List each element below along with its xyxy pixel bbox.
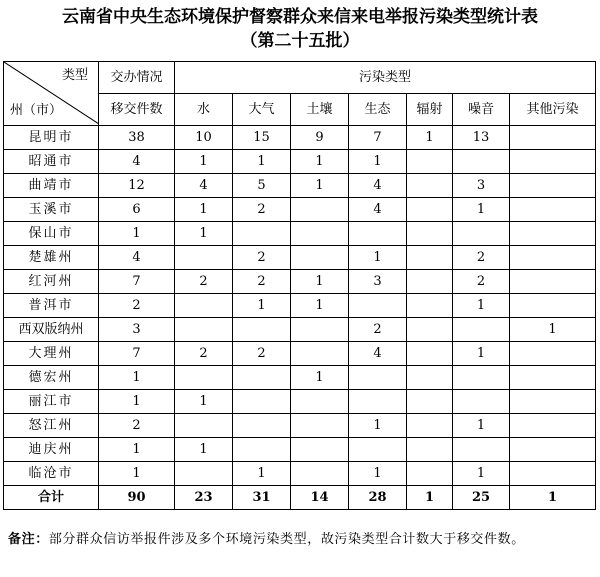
region-name-cell: 迪庆州	[4, 438, 99, 462]
table-row	[4, 150, 596, 174]
count-cell	[510, 294, 596, 318]
table-row	[4, 222, 596, 246]
count-cell	[349, 294, 407, 318]
region-name-cell: 德宏州	[4, 366, 99, 390]
count-cell: 12	[99, 174, 175, 198]
count-cell	[291, 198, 349, 222]
table-title: 云南省中央生态环境保护督察群众来信来电举报污染类型统计表	[62, 7, 538, 27]
count-cell: 1	[233, 462, 291, 486]
table-row	[4, 174, 596, 198]
count-cell: 1	[291, 366, 349, 390]
total-label: 合计	[4, 486, 99, 510]
corner-header-cell	[4, 62, 99, 126]
total-cell: 1	[510, 486, 596, 510]
table-row	[4, 246, 596, 270]
count-cell	[510, 270, 596, 294]
count-cell	[407, 150, 453, 174]
count-cell	[407, 222, 453, 246]
region-name-cell: 普洱市	[4, 294, 99, 318]
count-cell: 1	[349, 462, 407, 486]
count-cell	[407, 366, 453, 390]
count-cell: 4	[349, 198, 407, 222]
table-row	[4, 294, 596, 318]
count-cell: 4	[349, 174, 407, 198]
count-cell: 1	[453, 294, 510, 318]
count-cell: 1	[453, 462, 510, 486]
count-cell: 3	[99, 318, 175, 342]
count-cell	[453, 438, 510, 462]
footnote-label: 备注：	[8, 532, 49, 547]
corner-label-region: 州（市）	[10, 103, 63, 118]
count-cell	[453, 222, 510, 246]
column-header: 其他污染	[510, 94, 596, 126]
column-header: 噪音	[453, 94, 510, 126]
region-name-cell: 丽江市	[4, 390, 99, 414]
corner-label-type: 类型	[61, 68, 88, 83]
count-cell	[407, 198, 453, 222]
region-name-cell: 大理州	[4, 342, 99, 366]
count-cell	[407, 342, 453, 366]
count-cell	[510, 198, 596, 222]
count-cell	[407, 414, 453, 438]
count-cell: 1	[233, 150, 291, 174]
count-cell	[349, 438, 407, 462]
count-cell: 1	[99, 390, 175, 414]
count-cell: 2	[99, 414, 175, 438]
count-cell	[233, 222, 291, 246]
count-cell: 1	[291, 150, 349, 174]
count-cell: 1	[349, 414, 407, 438]
count-cell: 38	[99, 126, 175, 150]
total-cell: 90	[99, 486, 175, 510]
column-header: 移交件数	[99, 94, 175, 126]
count-cell	[453, 390, 510, 414]
count-cell: 2	[175, 270, 233, 294]
count-cell: 1	[349, 246, 407, 270]
count-cell	[175, 318, 233, 342]
table-row	[4, 462, 596, 486]
column-header: 大气	[233, 94, 291, 126]
count-cell	[510, 342, 596, 366]
count-cell: 1	[453, 198, 510, 222]
region-name-cell: 玉溪市	[4, 198, 99, 222]
count-cell: 1	[233, 294, 291, 318]
count-cell: 1	[453, 414, 510, 438]
count-cell	[291, 222, 349, 246]
count-cell: 1	[99, 462, 175, 486]
count-cell	[233, 390, 291, 414]
column-header: 土壤	[291, 94, 349, 126]
count-cell: 1	[99, 366, 175, 390]
count-cell	[291, 318, 349, 342]
total-cell: 28	[349, 486, 407, 510]
count-cell	[453, 318, 510, 342]
count-cell	[291, 438, 349, 462]
count-cell: 1	[99, 438, 175, 462]
count-cell: 4	[349, 342, 407, 366]
count-cell: 13	[453, 126, 510, 150]
count-cell: 1	[175, 438, 233, 462]
region-name-cell: 西双版纳州	[4, 318, 99, 342]
total-cell: 25	[453, 486, 510, 510]
total-cell: 23	[175, 486, 233, 510]
column-header: 辐射	[407, 94, 453, 126]
count-cell: 1	[291, 270, 349, 294]
footnote-text: 部分群众信访举报件涉及多个环境污染类型，故污染类型合计数大于移交件数。	[48, 532, 525, 547]
count-cell	[510, 366, 596, 390]
count-cell: 1	[175, 198, 233, 222]
count-cell	[349, 222, 407, 246]
count-cell: 2	[453, 270, 510, 294]
total-row	[4, 486, 596, 510]
count-cell: 1	[407, 126, 453, 150]
table-row	[4, 318, 596, 342]
table-row	[4, 366, 596, 390]
count-cell	[453, 150, 510, 174]
count-cell: 1	[291, 294, 349, 318]
region-name-cell: 昭通市	[4, 150, 99, 174]
count-cell: 2	[233, 246, 291, 270]
count-cell	[510, 174, 596, 198]
count-cell	[233, 318, 291, 342]
table-row	[4, 126, 596, 150]
count-cell	[510, 150, 596, 174]
count-cell	[233, 366, 291, 390]
count-cell: 7	[349, 126, 407, 150]
table-row	[4, 390, 596, 414]
count-cell	[407, 318, 453, 342]
region-name-cell: 保山市	[4, 222, 99, 246]
count-cell	[407, 246, 453, 270]
count-cell	[510, 390, 596, 414]
region-name-cell: 怒江州	[4, 414, 99, 438]
count-cell	[291, 390, 349, 414]
table-row	[4, 342, 596, 366]
count-cell: 5	[233, 174, 291, 198]
count-cell: 2	[233, 342, 291, 366]
region-name-cell: 楚雄州	[4, 246, 99, 270]
count-cell	[175, 294, 233, 318]
count-cell: 1	[453, 342, 510, 366]
region-name-cell: 昆明市	[4, 126, 99, 150]
count-cell: 1	[175, 390, 233, 414]
count-cell	[510, 222, 596, 246]
count-cell: 3	[349, 270, 407, 294]
count-cell: 15	[233, 126, 291, 150]
table-subtitle: （第二十五批）	[240, 31, 360, 51]
count-cell: 4	[175, 174, 233, 198]
count-cell: 2	[175, 342, 233, 366]
count-cell	[233, 414, 291, 438]
count-cell	[407, 294, 453, 318]
count-cell	[510, 414, 596, 438]
count-cell: 6	[99, 198, 175, 222]
column-header: 水	[175, 94, 233, 126]
count-cell: 3	[453, 174, 510, 198]
total-cell: 14	[291, 486, 349, 510]
total-cell: 1	[407, 486, 453, 510]
table-row	[4, 438, 596, 462]
count-cell: 2	[233, 198, 291, 222]
count-cell	[175, 366, 233, 390]
region-name-cell: 红河州	[4, 270, 99, 294]
count-cell	[407, 462, 453, 486]
count-cell	[349, 366, 407, 390]
region-name-cell: 曲靖市	[4, 174, 99, 198]
count-cell: 7	[99, 342, 175, 366]
count-cell	[291, 342, 349, 366]
count-cell	[175, 462, 233, 486]
count-cell: 1	[291, 174, 349, 198]
footnote	[8, 529, 594, 550]
count-cell	[175, 414, 233, 438]
count-cell	[510, 246, 596, 270]
count-cell	[291, 462, 349, 486]
count-cell	[407, 174, 453, 198]
table-row	[4, 414, 596, 438]
count-cell	[291, 414, 349, 438]
count-cell: 10	[175, 126, 233, 150]
count-cell	[233, 438, 291, 462]
count-cell	[407, 390, 453, 414]
count-cell: 1	[175, 150, 233, 174]
count-cell	[510, 462, 596, 486]
header-pollution-type: 污染类型	[175, 62, 596, 94]
count-cell: 4	[99, 246, 175, 270]
count-cell: 1	[510, 318, 596, 342]
count-cell: 2	[453, 246, 510, 270]
count-cell	[510, 126, 596, 150]
count-cell	[510, 438, 596, 462]
count-cell	[349, 390, 407, 414]
count-cell: 4	[99, 150, 175, 174]
header-handover: 交办情况	[99, 62, 175, 94]
count-cell: 2	[233, 270, 291, 294]
table-row	[4, 198, 596, 222]
count-cell: 9	[291, 126, 349, 150]
count-cell: 7	[99, 270, 175, 294]
count-cell: 1	[99, 222, 175, 246]
count-cell: 2	[349, 318, 407, 342]
count-cell: 2	[99, 294, 175, 318]
table-row	[4, 270, 596, 294]
count-cell	[407, 438, 453, 462]
total-cell: 31	[233, 486, 291, 510]
count-cell	[175, 246, 233, 270]
region-name-cell: 临沧市	[4, 462, 99, 486]
statistics-table	[3, 61, 596, 510]
count-cell	[291, 246, 349, 270]
count-cell: 1	[349, 150, 407, 174]
count-cell	[453, 366, 510, 390]
count-cell	[407, 270, 453, 294]
column-header: 生态	[349, 94, 407, 126]
count-cell: 1	[175, 222, 233, 246]
